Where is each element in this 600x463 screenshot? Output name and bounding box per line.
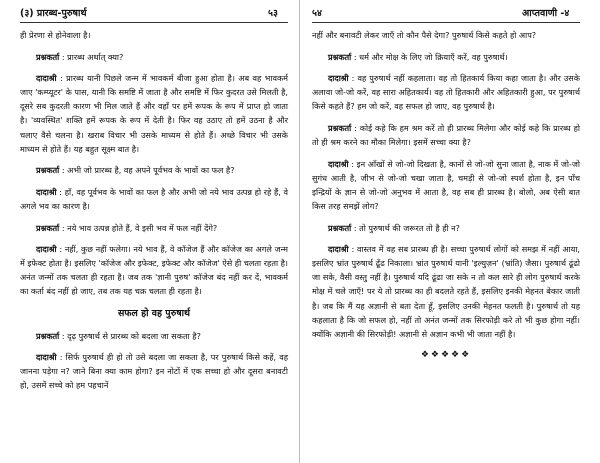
speaker-label: दादाश्री xyxy=(328,244,349,255)
speaker-label: प्रश्नकर्ता xyxy=(36,165,60,176)
speaker-label: प्रश्नकर्ता xyxy=(36,222,60,233)
paragraph-text: नहीं, कुछ नहीं फलेगा। नये भाव हैं, वे कॉजेज हैं और कॉजेज का अगले जन्म में इफेक्ट होता है। इसलिए 'कॉजेज और इफेक्ट, इफेक्ट और कॉजेज' ऐसे ही चलता रहता है। अनंत जन्मों तक चलता ही रहता है। जब तक 'ज्ञानी पुरुष' कॉजेज बंद नहीं कर दें, भावकर्म का कर्ता बंद नहीं हो जाए, तब तक यह चक्र चलता ही रहता है। xyxy=(20,244,289,297)
right-page xyxy=(300,0,600,463)
ornament-divider: ❖❖❖❖❖ xyxy=(420,350,472,361)
left-page-body xyxy=(20,28,288,400)
paragraph-text: तो पुरुषार्थ की जरूरत तो है ही न? xyxy=(359,222,460,233)
right-header-rule xyxy=(312,22,580,23)
right-running-head: आप्तवाणी -४ xyxy=(522,8,570,19)
dialogue-paragraph: प्रश्नकर्ता : कोई कहे कि हम श्रम करें तो ही प्रारब्ध मिलेगा और कोई कहे कि प्रारब्ध हो तो ही श्रम करने का मौका मिलेगा। इसमें सच्चा क्या है? xyxy=(312,122,580,148)
speaker-label: प्रश्नकर्ता xyxy=(36,330,60,341)
speaker-label: दादाश्री xyxy=(36,186,57,197)
left-running-head: (३) प्रारब्ध-पुरुषार्थ xyxy=(20,8,87,19)
dialogue-paragraph: दादाश्री : वास्तव में वह सब प्रारब्ध ही है। सच्चा पुरुषार्थ लोगों को समझ में नहीं आया, इसलिए भ्रांत पुरुषार्थ ढूँढ निकाला। भ्रांत पुरुषार्थ यानी 'इल्युज़न' (भ्रांति) जैसा। पुरुषार्थ ढूंढो जा सके, वैसी वस्तु नहीं है। पुरुषार्थ यदि ढूंढा जा सके न तो कल सारे ही लोग पुरुषार्थ करके मोक्ष में चले जाएँ! पर ये तो प्रारब्ध का ही बदलते रहते हैं, इसलिए इनकी मेहनत बेकार जाती है। जब कि मैं यह अज्ञानी से बता देता हूँ, इसलिए उनकी मेहनत फलती है। पुरुषार्थ तो यह कहलाता है कि जो सफल हो, नहीं तो अनंत जन्मों तक सिरफोड़ी करे तो भी कुछ होगा नहीं। क्योंकि अज्ञानी की सिरफोड़ी! अज्ञानी से अज्ञान कभी भी जाता नहीं है। xyxy=(312,244,580,339)
dialogue-paragraph: दादाश्री : प्रारब्ध यानी पिछले जन्म में भावकर्म बीजा हुआ होता है। अब वह भावकर्म जाए 'कम्प्यूटर' के पास, यानी कि समष्टि में जाता है और समष्टि में फिर कुदरत उसे मिलती है, दूसरे सब कुदरती कारण भी मिल जाते हैं और वहाँ पर हमें रूपक के रूप में प्राप्त हो जाता है। 'व्यवस्थित' शक्ति हमें रूपक के रूप में देती है। फिर वह उठाए तो हमें उठना है और चलाए वैसे चलना है। खराब विचार भी उसके माध्यम से होते हैं। अच्छे विचार भी उसके माध्यम से होते हैं। यह बहुत सूक्ष्म बात है। xyxy=(20,73,289,154)
dialogue-paragraph: दादाश्री : नहीं, कुछ नहीं फलेगा। नये भाव हैं, वे कॉजेज हैं और कॉजेज का अगले जन्म में इफेक्ट होता है। इसलिए 'कॉजेज और इफेक्ट, इफेक्ट और कॉजेज' ऐसे ही चलता रहता है। अनंत जन्मों तक चलता ही रहता है। जब तक 'ज्ञानी पुरुष' कॉजेज बंद नहीं कर दें, भावकर्म का कर्ता बंद नहीं हो जाए, तब तक यह चक्र चलता ही रहता है। xyxy=(20,244,289,297)
right-page-body xyxy=(312,28,580,362)
dialogue-paragraph: दादाश्री : सिर्फ पुरुषार्थ ही हो तो उसे बदला जा सकता है, पर पुरुषार्थ किसे कहें, वह जानना पड़ेगा न? जाने बिना क्या काम होगा? इन नोटों में एक सच्चा हो और दूसरा बनावटी हो, उसमें सच्चे को हम पहचानें xyxy=(20,352,289,391)
paragraph-text: दृढ़ पुरुषार्थ से प्रारब्ध को बदला जा सकता है? xyxy=(67,330,201,341)
left-paragraph-list-2 xyxy=(20,329,288,393)
dialogue-paragraph: प्रश्नकर्ता : नये भाव उत्पन्न होते हैं, वे इसी भव में फल नहीं देंगे? xyxy=(36,222,218,233)
dialogue-paragraph: प्रश्नकर्ता : तो पुरुषार्थ की जरूरत तो है ही न? xyxy=(328,222,460,233)
left-header-rule xyxy=(20,22,288,23)
paragraph-text: धर्म और मोक्ष के लिए जो क्रियाएँ करें, वह पुरुषार्थ। xyxy=(359,51,508,62)
paragraph-text: प्रारब्ध यानी पिछले जन्म में भावकर्म बीजा हुआ होता है। अब वह भावकर्म जाए 'कम्प्यूटर' के पास, यानी कि समष्टि में जाता है और समष्टि में फिर कुदरत उसे मिलती है, दूसरे सब कुदरती कारण भी मिल जाते हैं और वहाँ पर हमें रूपक के रूप में प्राप्त हो जाता है। 'व्यवस्थित' शक्ति हमें रूपक के रूप में देती है। फिर वह उठाए तो हमें उठना है और चलाए वैसे चलना है। खराब विचार भी उसके माध्यम से होते हैं। अच्छे विचार भी उसके माध्यम से होते हैं। यह बहुत सूक्ष्म बात है। xyxy=(20,73,289,154)
paragraph-text: इन आँखों से जो-जो दिखता है, कानों से जो-जो सुना जाता है, नाक में जो-जो सुगंध आती है, जीभ से जो-जो चखा जाता है, चमड़ी से जो-जो स्पर्श होता है, इन पाँच इन्द्रियों के ज्ञान से जो-जो अनुभव में आता है, वह सब ही प्रारब्ध है। बोलो, अब ऐसी बात किस तरह समझें लोग? xyxy=(312,158,580,211)
dialogue-paragraph xyxy=(20,28,288,42)
dialogue-paragraph: प्रश्नकर्ता : अभी जो प्रारब्ध है, वह अपने पूर्वभव के भावों का फल है? xyxy=(36,165,235,176)
paragraph-text: सिर्फ पुरुषार्थ ही हो तो उसे बदला जा सकता है, पर पुरुषार्थ किसे कहें, वह जानना पड़ेगा न? जाने बिना क्या काम होगा? इन नोटों में एक सच्चा हो और दूसरा बनावटी हो, उसमें सच्चे को हम पहचानें xyxy=(20,352,289,391)
dialogue-paragraph: दादाश्री : हाँ, वह पूर्वभव के भावों का फल है और अभी जो नये भाव उत्पन्न हो रहे हैं, वे अगले भव का कारण है। xyxy=(20,186,289,211)
paragraph-text: प्रारब्ध अर्थात् क्या? xyxy=(67,51,124,62)
speaker-label: दादाश्री xyxy=(36,352,57,363)
paragraph-text: ही प्रेरणा से होनेवाला है। xyxy=(20,30,91,40)
paragraph-text: अभी जो प्रारब्ध है, वह अपने पूर्वभव के भावों का फल है? xyxy=(67,165,235,176)
speaker-label: प्रश्नकर्ता xyxy=(328,122,352,133)
left-paragraph-list xyxy=(20,28,288,299)
speaker-label: प्रश्नकर्ता xyxy=(36,51,60,62)
speaker-label: प्रश्नकर्ता xyxy=(328,51,352,62)
paragraph-text: नये भाव उत्पन्न होते हैं, वे इसी भव में फल नहीं देंगे? xyxy=(67,222,218,233)
speaker-label: दादाश्री xyxy=(36,73,57,84)
dialogue-paragraph: दादाश्री : वह पुरुषार्थ नहीं कहलाता। वह तो हितकार्य किया कहा जाता है। और उसके अलावा जो-जो करें, वह सारा अहितकार्य। वह तो हितकारी और अहितकारी हुआ, पर पुरुषार्थ किसे कहते हैं? हम जो करें, वह सफल हो जाए, वह पुरुषार्थ है। xyxy=(312,73,580,112)
paragraph-text: वास्तव में वह सब प्रारब्ध ही है। सच्चा पुरुषार्थ लोगों को समझ में नहीं आया, इसलिए भ्रांत पुरुषार्थ ढूँढ निकाला। भ्रांत पुरुषार्थ यानी 'इल्युज़न' (भ्रांति) जैसा। पुरुषार्थ ढूंढो जा सके, वैसी वस्तु नहीं है। पुरुषार्थ यदि ढूंढा जा सके न तो कल सारे ही लोग पुरुषार्थ करके मोक्ष में चले जाएँ! पर ये तो प्रारब्ध का ही बदलते रहते हैं, इसलिए इनकी मेहनत बेकार जाती है। जब कि मैं यह अज्ञानी से बता देता हूँ, इसलिए उनकी मेहनत फलती है। पुरुषार्थ तो यह कहलाता है कि जो सफल हो, नहीं तो अनंत जन्मों तक सिरफोड़ी करे तो भी कुछ होगा नहीं। क्योंकि अज्ञानी की सिरफोड़ी! अज्ञानी से अज्ञान कभी भी जाता नहीं है। xyxy=(312,244,580,339)
speaker-label: प्रश्नकर्ता xyxy=(328,222,352,233)
right-paragraph-list xyxy=(312,28,580,341)
dialogue-paragraph: प्रश्नकर्ता : धर्म और मोक्ष के लिए जो क्रियाएँ करें, वह पुरुषार्थ। xyxy=(328,51,508,62)
right-page-number: ५४ xyxy=(312,8,322,19)
speaker-label: दादाश्री xyxy=(328,73,349,84)
left-page-number: ५३ xyxy=(268,8,278,19)
speaker-label: दादाश्री xyxy=(36,244,57,255)
section-title: सफल हो वह पुरुषार्थ xyxy=(117,307,191,319)
dialogue-paragraph: प्रश्नकर्ता : प्रारब्ध अर्थात् क्या? xyxy=(36,51,124,62)
dialogue-paragraph xyxy=(312,28,580,42)
paragraph-text: वह पुरुषार्थ नहीं कहलाता। वह तो हितकार्य किया कहा जाता है। और उसके अलावा जो-जो करें, वह सारा अहितकार्य। वह तो हितकारी और अहितकारी हुआ, पर पुरुषार्थ किसे कहते हैं? हम जो करें, वह सफल हो जाए, वह पुरुषार्थ है। xyxy=(312,73,580,112)
dialogue-paragraph: प्रश्नकर्ता : दृढ़ पुरुषार्थ से प्रारब्ध को बदला जा सकता है? xyxy=(36,330,201,341)
paragraph-text: नहीं और बनावटी लेकर जाएँ तो कौन पैसे देगा? पुरुषार्थ किसे कहते हो आप? xyxy=(312,30,537,40)
paragraph-text: हाँ, वह पूर्वभव के भावों का फल है और अभी जो नये भाव उत्पन्न हो रहे हैं, वे अगले भव का कारण है। xyxy=(20,186,289,211)
speaker-label: दादाश्री xyxy=(328,158,349,169)
dialogue-paragraph: दादाश्री : इन आँखों से जो-जो दिखता है, कानों से जो-जो सुना जाता है, नाक में जो-जो सुगंध आती है, जीभ से जो-जो चखा जाता है, चमड़ी से जो-जो स्पर्श होता है, इन पाँच इन्द्रियों के ज्ञान से जो-जो अनुभव में आता है, वह सब ही प्रारब्ध है। बोलो, अब ऐसी बात किस तरह समझें लोग? xyxy=(312,158,580,211)
paragraph-text: कोई कहे कि हम श्रम करें तो ही प्रारब्ध मिलेगा और कोई कहे कि प्रारब्ध हो तो ही श्रम करने का मौका मिलेगा। इसमें सच्चा क्या है? xyxy=(312,122,580,148)
